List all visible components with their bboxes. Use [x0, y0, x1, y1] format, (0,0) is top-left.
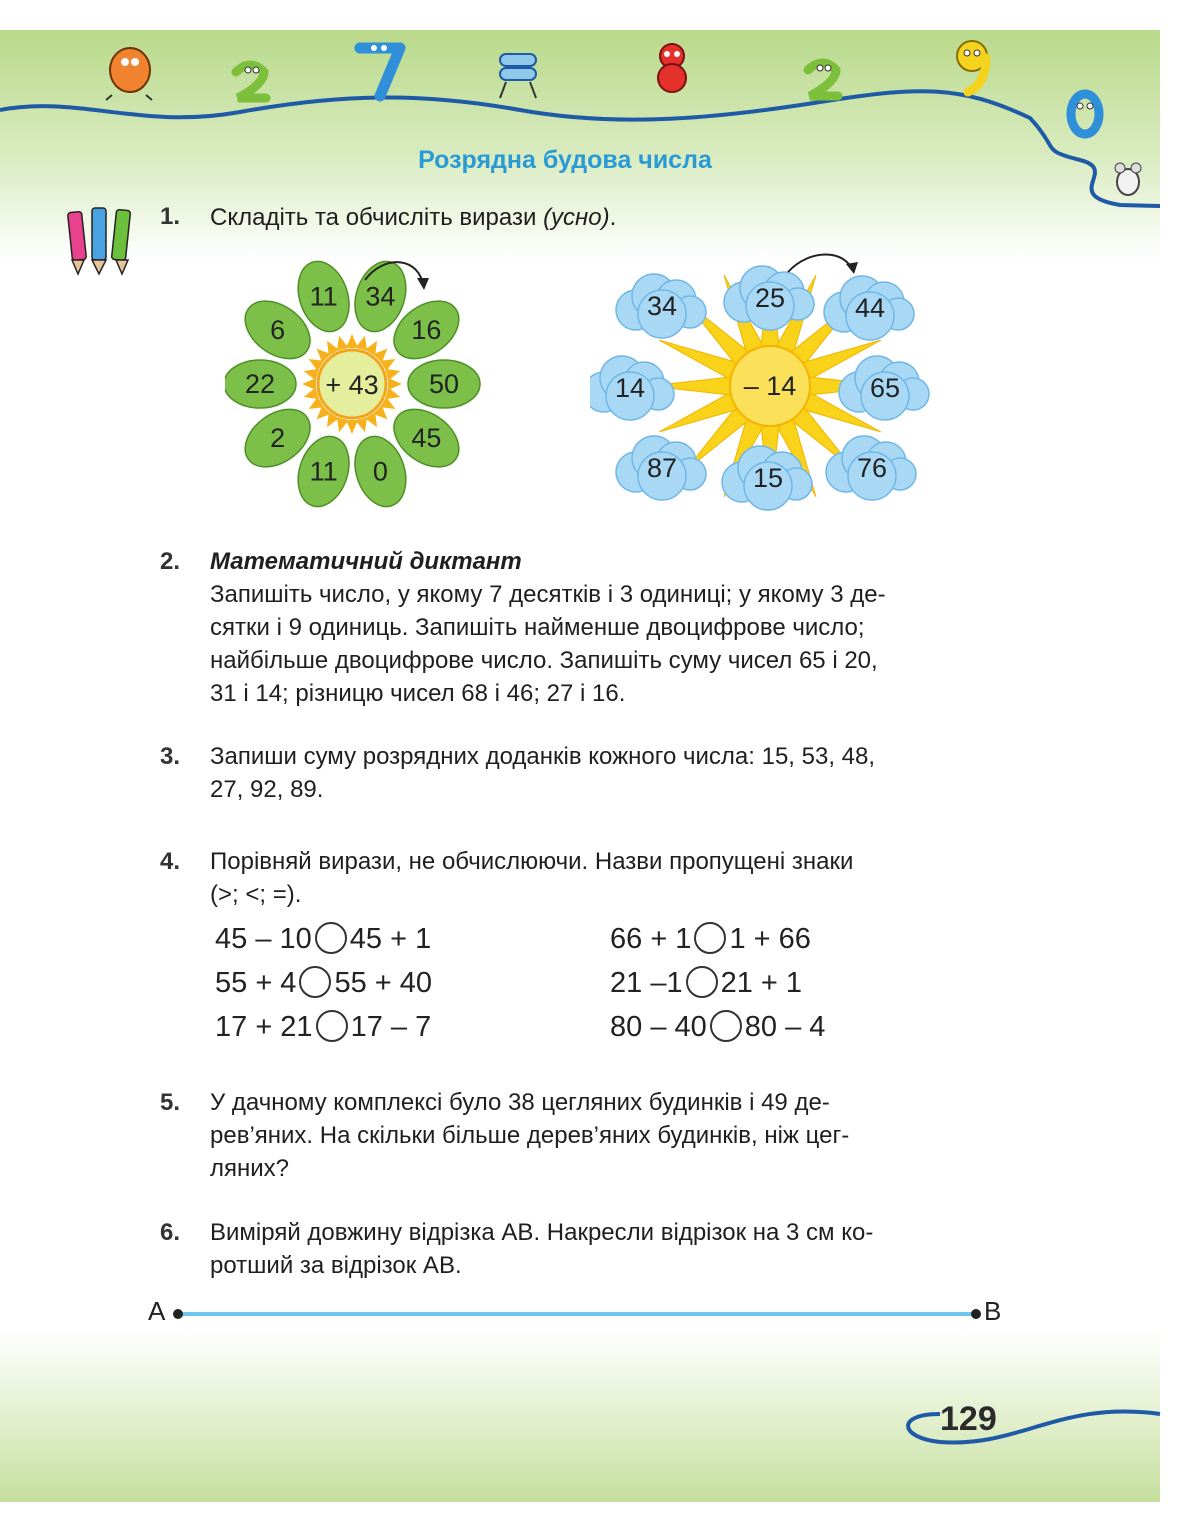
comparison-row [610, 966, 825, 1010]
expression: 17 – 7 [350, 1011, 432, 1043]
digit-8-character [640, 36, 704, 102]
petal-number: 11 [309, 281, 338, 312]
task-5-line: ляних? [210, 1155, 290, 1182]
petal-number: 50 [428, 369, 460, 399]
point-b [971, 1309, 981, 1319]
cloud [824, 276, 914, 340]
flower-ray [346, 334, 358, 348]
expression: 21 –1 [610, 967, 683, 999]
comparison-row [610, 1010, 825, 1054]
cloud [826, 436, 916, 500]
sun-diagram [590, 248, 930, 513]
task-1-instruction: Складіть та обчисліть вирази [210, 204, 537, 231]
page-title: Розрядна будова числа [418, 146, 712, 174]
sign-circle[interactable] [315, 922, 347, 954]
comparison-row [215, 966, 432, 1010]
digit-2-character [228, 58, 274, 106]
digit-7-character [352, 38, 410, 102]
expression: 21 + 1 [720, 967, 803, 999]
petal-number: 2 [270, 423, 286, 454]
segment-ab [168, 1300, 988, 1324]
expression: 17 + 21 [215, 1011, 313, 1043]
task-2-body [210, 578, 1002, 710]
cloud-number: 76 [856, 453, 888, 483]
cloud [616, 436, 706, 500]
petal-number: 45 [411, 423, 442, 454]
task-2-line: найбільше двоцифрове число. Запишіть суму чисел 65 і 20, [210, 647, 878, 674]
task-1-italic-note: (усно) [543, 204, 610, 231]
expression: 55 + 40 [334, 967, 433, 999]
sun-arrow [788, 255, 852, 273]
task-4-line: Порівняй вирази, не обчислюючи. Назви пропущені знаки [210, 848, 854, 875]
expression: 80 – 40 [610, 1011, 707, 1043]
flower-ray [302, 378, 316, 390]
task-1-text [210, 201, 616, 234]
cloud-number: 15 [752, 463, 784, 493]
digit-3-character [490, 44, 546, 104]
cloud [616, 274, 706, 338]
sign-circle[interactable] [299, 966, 331, 998]
task-6-line: ротший за відрізок АВ. [210, 1252, 462, 1279]
task-5-line: У дачному комплексі було 38 цегляних будинків і 49 де- [210, 1089, 830, 1116]
sign-circle[interactable] [694, 922, 726, 954]
sign-circle[interactable] [686, 966, 718, 998]
cloud-number: 25 [754, 283, 786, 313]
point-b-label: В [984, 1296, 1002, 1326]
task-2-line: 31 і 14; різницю чисел 68 і 46; 27 і 16. [210, 680, 626, 707]
flower-ray [388, 378, 402, 390]
petal-number: 22 [244, 369, 276, 399]
expression: 80 – 4 [744, 1011, 826, 1043]
task-4-line: (>; <; =). [210, 881, 302, 908]
cloud-number: 44 [854, 293, 886, 323]
task-1-number: 1. [160, 203, 181, 230]
task-5-body [210, 1086, 1002, 1185]
point-a [173, 1309, 183, 1319]
cloud [724, 266, 814, 330]
comparison-row [215, 922, 432, 966]
task-3-line: Запиши суму розрядних доданків кожного числа: 15, 53, 48, [210, 743, 876, 770]
cloud [839, 356, 929, 420]
cloud-number: 34 [646, 291, 678, 321]
task-5-number: 5. [160, 1089, 181, 1116]
task-6-number: 6. [160, 1219, 181, 1246]
expression: 1 + 66 [729, 923, 811, 955]
comparison-row [215, 1010, 432, 1054]
digit-0-character [1050, 84, 1120, 148]
cloud-number: 65 [869, 373, 901, 403]
flower-ray [346, 420, 358, 434]
point-a-label: А [148, 1296, 166, 1326]
petal-number: 11 [309, 456, 338, 487]
task-1-instruction-end: . [609, 204, 617, 231]
comparison-left-column [215, 922, 432, 1054]
digit-6-character [100, 40, 160, 102]
expression: 55 + 4 [215, 967, 297, 999]
comparison-right-column [610, 922, 825, 1054]
task-6-body [210, 1216, 1002, 1282]
expression: 66 + 1 [610, 923, 692, 955]
comparison-row [610, 922, 825, 966]
task-2-number: 2. [160, 548, 181, 575]
task-2-line: сятки і 9 одиниць. Запишіть найменше двоцифрове число; [210, 614, 865, 641]
footer-decoration [0, 1330, 1190, 1530]
cloud-number: 87 [646, 453, 678, 483]
petal-number: 6 [270, 314, 286, 345]
flower-center-label: + 43 [325, 370, 379, 400]
cloud [590, 356, 674, 420]
expression: 45 – 10 [215, 923, 312, 955]
digit-2-character [800, 56, 846, 106]
task-6-line: Виміряй довжину відрізка АВ. Накресли відрізок на 3 см ко- [210, 1219, 874, 1246]
task-2-line: Запишіть число, у якому 7 десятків і 3 одиниці; у якому 3 де- [210, 581, 886, 608]
task-4-body [210, 845, 1002, 911]
petal-number: 0 [372, 456, 388, 487]
task-3-line: 27, 92, 89. [210, 776, 324, 803]
sun-center-label: – 14 [743, 371, 797, 401]
page-number: 129 [940, 1400, 997, 1438]
pencils-icon [60, 200, 142, 276]
task-3-body [210, 740, 1002, 806]
expression: 45 + 1 [349, 923, 432, 955]
task-3-number: 3. [160, 743, 181, 770]
sign-circle[interactable] [710, 1010, 742, 1042]
cloud-number: 14 [614, 373, 646, 403]
task-4-number: 4. [160, 848, 181, 875]
petal-number: 34 [365, 281, 396, 312]
task-5-line: рев’яних. На скільки більше дерев’яних будинків, ніж цег- [210, 1122, 850, 1149]
digit-9-character [942, 34, 1002, 100]
task-2-title: Математичний диктант [210, 548, 522, 575]
petal-number: 16 [411, 314, 442, 345]
sign-circle[interactable] [316, 1010, 348, 1042]
flower-diagram [225, 248, 485, 518]
